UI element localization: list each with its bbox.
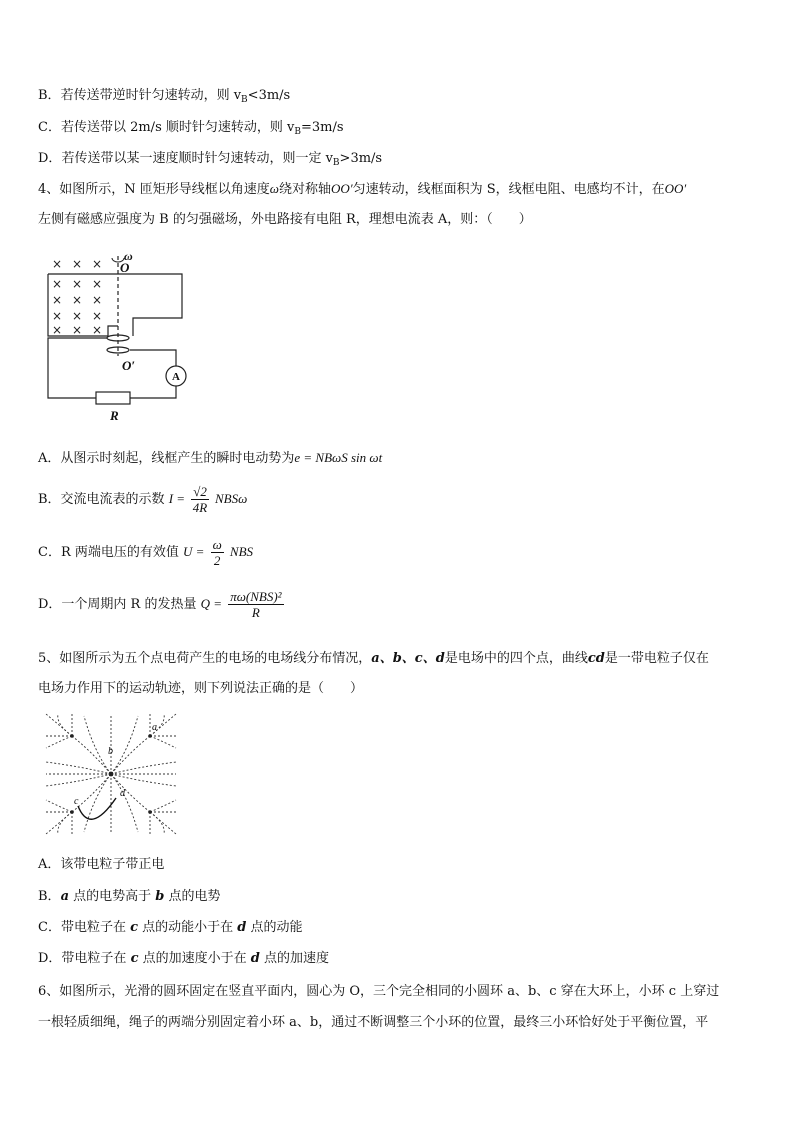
- corner-charge: [70, 810, 74, 814]
- q4-circuit-figure: [38, 248, 198, 426]
- omega-label: ω: [124, 249, 133, 263]
- cross-mark: ×: [52, 323, 63, 337]
- q5-option-c: C．带电粒子在 c 点的动能小于在 d 点的动能: [38, 920, 303, 935]
- q3-option-c: C．若传送带以 2m/s 顺时针匀速转动，则 $v_B=3m/s$: [38, 120, 344, 137]
- ammeter-label: A: [172, 371, 180, 383]
- cross-mark: ×: [72, 309, 83, 323]
- cross-mark: ×: [72, 277, 83, 291]
- cross-mark: ×: [92, 293, 103, 307]
- q4-stem-line2: 左侧有磁感应强度为 B 的匀强磁场，外电路接有电阻 R，理想电流表 A，则：（ ）: [38, 212, 532, 227]
- cross-mark: ×: [92, 257, 103, 271]
- q5-option-b: B．a 点的电势高于 b 点的电势: [38, 889, 221, 904]
- cross-mark: ×: [52, 257, 63, 271]
- q5-option-d: D．带电粒子在 c 点的加速度小于在 d 点的加速度: [38, 951, 329, 966]
- outer-wire-right-bottom: [130, 386, 176, 398]
- corner-charge: [70, 734, 74, 738]
- cross-mark: ×: [72, 293, 83, 307]
- q4-option-b: B．交流电流表的示数 I = $\frac{√2}{4R}$ NBSω: [38, 484, 248, 515]
- q5-stem-line2: 电场力作用下的运动轨迹，则下列说法正确的是（ ）: [38, 681, 364, 696]
- trajectory-cd: [78, 798, 116, 819]
- point-a-label: a: [152, 722, 157, 733]
- point-d-label: d: [120, 788, 125, 799]
- q3-option-d: D．若传送带以某一速度顺时针匀速转动，则一定 $v_B>3m/s$: [38, 151, 383, 168]
- q5-stem-line1: 5、如图所示为五个点电荷产生的电场的电场线分布情况，a、b、c、d是电场中的四个点，曲线cd是一带电粒子仅在: [38, 651, 709, 666]
- q4-option-d: D．一个周期内 R 的发热量 Q = $\frac{\text{πω(NBS)²}}{R}$: [38, 589, 282, 620]
- outer-wire-right-top: [130, 350, 176, 366]
- cross-mark: ×: [72, 257, 83, 271]
- cross-mark: ×: [92, 309, 103, 323]
- q6-stem-line1: 6、如图所示，光滑的圆环固定在竖直平面内，圆心为 O，三个完全相同的小圆环 a、b、c 穿在大环上，小环 c 上穿过: [38, 984, 720, 999]
- point-b-label: b: [108, 746, 113, 757]
- coil-right-frame: [118, 274, 182, 336]
- q3-option-b: B．若传送带逆时针匀速转动，则 $v_B<3m/s$: [38, 88, 291, 105]
- q5-option-a: A．该带电粒子带正电: [38, 857, 165, 872]
- q4-option-c: C．R 两端电压的有效值 U = $\frac{\omega}{2}$ NBS: [38, 537, 254, 568]
- corner-charge: [148, 734, 152, 738]
- cross-mark: ×: [52, 293, 63, 307]
- outer-wire-left: [48, 338, 107, 398]
- cross-mark: ×: [92, 277, 103, 291]
- q5-electric-field-figure: [44, 712, 178, 836]
- magnetic-field-crosses: [52, 257, 102, 337]
- resistor-label: R: [110, 408, 119, 423]
- axis-bottom-label: O′: [122, 358, 136, 373]
- cross-mark: ×: [92, 323, 103, 337]
- q4-stem-line1: 4、如图所示，N 匝矩形导线框以角速度ω绕对称轴OO′匀速转动，线框面积为 S，线框电阻、电感均不计，在OO′: [38, 181, 687, 197]
- point-c-label: c: [74, 796, 79, 807]
- q6-stem-line2: 一根轻质细绳，绳子的两端分别固定着小环 a、b，通过不断调整三个小环的位置，最终三小环恰好处于平衡位置，平: [38, 1015, 709, 1030]
- q4-option-a: A．从图示时刻起，线框产生的瞬时电动势为e = NBωS sin ωt: [38, 450, 383, 466]
- resistor: [96, 392, 130, 404]
- axis-top-label: O: [120, 260, 130, 275]
- cross-mark: ×: [52, 277, 63, 291]
- center-charge: [109, 772, 114, 777]
- cross-mark: ×: [72, 323, 83, 337]
- cross-mark: ×: [52, 309, 63, 323]
- corner-charge: [148, 810, 152, 814]
